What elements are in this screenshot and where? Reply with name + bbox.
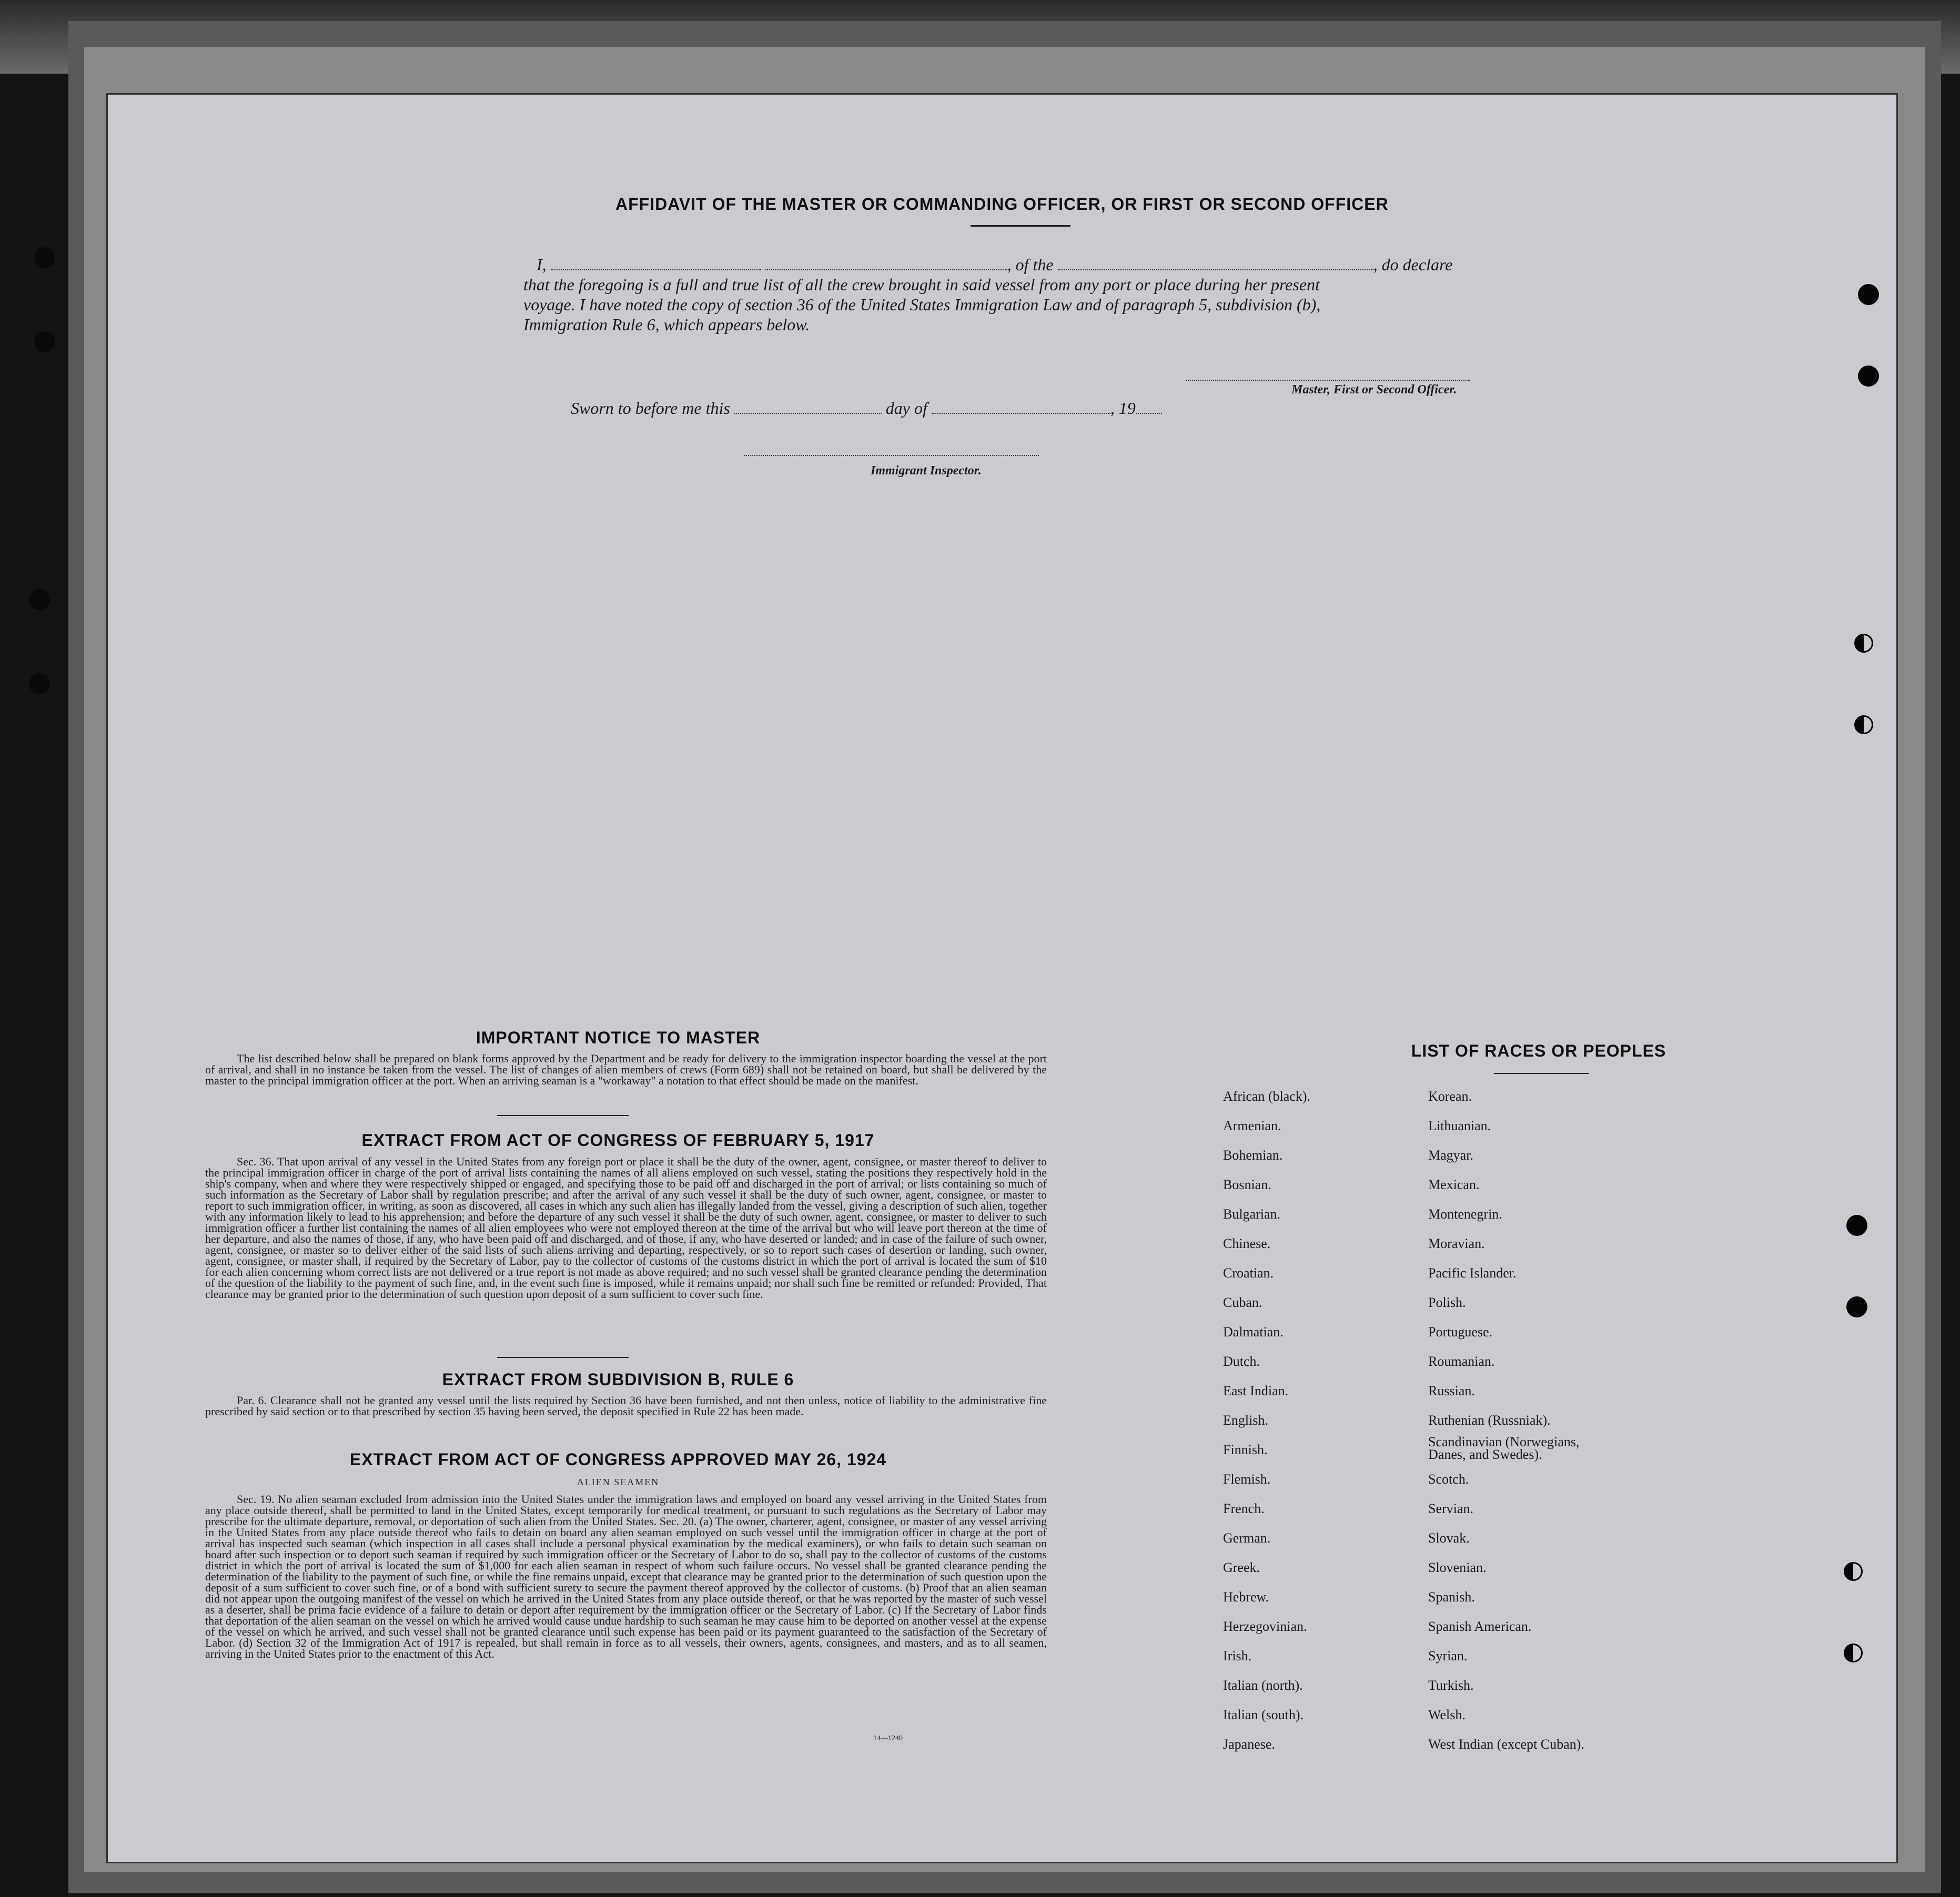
inspector-label: Immigrant Inspector. xyxy=(871,464,982,478)
race-item: Welsh. xyxy=(1428,1707,1466,1722)
extract-rule6-title: EXTRACT FROM SUBDIVISION B, RULE 6 xyxy=(442,1370,794,1389)
race-item: Croatian. xyxy=(1223,1265,1274,1281)
extract-rule6-body: Par. 6. Clearance shall not be granted any vessel until the lists required by Section 36 have been furnished, and not then unless, notice of liability to the administrative fine prescribed by said section or to that prescribed by section 35 having been served, the deposit specified in Rule 22 has been made. xyxy=(205,1394,1047,1418)
punch-hole xyxy=(1854,634,1873,653)
name-blank-2[interactable] xyxy=(765,269,1007,270)
race-item: Moravian. xyxy=(1428,1236,1485,1251)
race-item: Bulgarian. xyxy=(1223,1206,1281,1222)
race-item: Japanese. xyxy=(1223,1737,1275,1752)
race-item: East Indian. xyxy=(1223,1383,1289,1398)
manifest-page xyxy=(108,95,1896,1862)
affidavit-title: AFFIDAVIT OF THE MASTER OR COMMANDING OFFICER, OR FIRST OR SECOND OFFICER xyxy=(615,195,1389,214)
text: Sworn to before me this xyxy=(571,399,730,418)
month-blank[interactable] xyxy=(932,413,1110,414)
race-item: Scandinavian (Norwegians, Danes, and Swedes). xyxy=(1428,1434,1580,1462)
binder-hole xyxy=(29,589,50,610)
race-item: Syrian. xyxy=(1428,1648,1468,1663)
race-item: Spanish. xyxy=(1428,1589,1475,1605)
race-item: Bosnian. xyxy=(1223,1177,1271,1192)
affidavit-line-2: that the foregoing is a full and true list of all the crew brought in said vessel from any port or place during her present xyxy=(523,275,1320,294)
extract-1924-body: Sec. 19. No alien seaman excluded from admission into the United States under the immigration laws and employed on board any vessel arriving in the United States from any place outside thereof, shall be permitted to land in the United States, except temporarily for medical treatment, or pursuant to such regulations as the Secretary of Labor may prescribe for the ultimate departure, removal, or deportation of such alien from the United States. Sec. 20. (a) The owner, charterer, agent, consignee, or master of any vessel arriving in the United States from any place outside thereof who fails to detain on board any alien seaman employed on such vessel until the immigration officer in charge at the port of arrival has inspected such seaman (which inspection in all cases shall include a personal physical examination by the medical examiners), or who fails to detain such seaman on board after such inspection or to deport such seaman if required by such immigration officer or the Secretary of Labor to do so, shall pay to the collector of customs of the customs district in which the port of arrival is located the sum of $1,000 for each alien seaman in respect of whom such failure occurs. No vessel shall be granted clearance pending the determination of the liability to the payment of such fine, or while the fine remains unpaid, except that clearance may be granted prior to the determination of such question upon the deposit of a sum sufficient to cover such fine, or of a bond with sufficient surety to secure the payment thereof approved by the collector of customs. (b) Proof that an alien seaman did not appear upon the outgoing manifest of the vessel on which he arrived in the United States from any place outside thereof, or that he was reported by the master of such vessel as a deserter, shall be prima facie evidence of a failure to detain or deport after requirement by the immigration officer or the Secretary of Labor. (c) If the Secretary of Labor finds that deportation of the alien seaman on the vessel on which he arrived would cause undue hardship to such seaman he may cause him to be deported on another vessel at the expense of the vessel on which he arrived, and such vessel shall not be granted clearance until such expense has been paid or its payment guaranteed to the satisfaction of the Secretary of Labor. (d) Section 32 of the Immigration Act of 1917 is repealed, but shall remain in force as to all vessels, their owners, agents, consignees, and masters, and as to all seamen, arriving in the United States prior to the enactment of this Act. xyxy=(205,1493,1047,1660)
notice-body: The list described below shall be prepared on blank forms approved by the Department and be ready for delivery to the immigration inspector boarding the vessel at the port of arrival, and shall in no instance be taken from the vessel. The list of changes of alien members of crews (Form 689) shall not be retained on board, but shall be delivered by the master to the principal immigration officer at the port. When an arriving seaman is a "workaway" a notation to that effect should be made on the manifest. xyxy=(205,1052,1047,1087)
punch-hole xyxy=(1846,1296,1867,1317)
inspector-signature-line[interactable] xyxy=(744,455,1039,456)
binder-hole xyxy=(34,331,55,352)
divider xyxy=(497,1115,629,1116)
punch-hole xyxy=(1844,1644,1863,1662)
master-signature-line[interactable] xyxy=(1186,380,1470,381)
sworn-line xyxy=(571,399,1162,418)
race-item: English. xyxy=(1223,1413,1268,1428)
race-item: Italian (south). xyxy=(1223,1707,1304,1722)
punch-hole xyxy=(1844,1562,1863,1581)
notice-title: IMPORTANT NOTICE TO MASTER xyxy=(476,1028,761,1047)
affidavit-line-4: Immigration Rule 6, which appears below. xyxy=(523,315,810,334)
race-item: German. xyxy=(1223,1530,1271,1546)
race-item: French. xyxy=(1223,1501,1265,1516)
year-blank[interactable] xyxy=(1136,413,1162,414)
form-number: 14—1240 xyxy=(873,1734,903,1742)
race-item: Magyar. xyxy=(1428,1148,1473,1163)
race-item: Dutch. xyxy=(1223,1354,1260,1369)
punch-hole xyxy=(1846,1215,1867,1236)
race-item: Italian (north). xyxy=(1223,1678,1303,1693)
divider xyxy=(497,1357,629,1358)
race-item: Scotch. xyxy=(1428,1472,1469,1487)
punch-hole xyxy=(1854,715,1873,734)
race-item: Spanish American. xyxy=(1428,1619,1532,1634)
race-item: Hebrew. xyxy=(1223,1589,1269,1605)
text: , do declare xyxy=(1373,255,1453,274)
race-item: Herzegovinian. xyxy=(1223,1619,1307,1634)
extract-1924-title: EXTRACT FROM ACT OF CONGRESS APPROVED MAY 26, 1924 xyxy=(349,1450,887,1469)
extract-1917-title: EXTRACT FROM ACT OF CONGRESS OF FEBRUARY 5, 1917 xyxy=(361,1131,875,1150)
text: I, xyxy=(537,255,547,274)
master-signature-label: Master, First or Second Officer. xyxy=(1291,383,1457,397)
affidavit-line-1 xyxy=(537,255,1452,275)
race-item: Lithuanian. xyxy=(1428,1118,1491,1133)
name-blank[interactable] xyxy=(551,269,761,270)
binder-hole xyxy=(29,673,50,694)
race-item: Bohemian. xyxy=(1223,1148,1283,1163)
race-item: Portuguese. xyxy=(1428,1324,1493,1340)
race-item: Turkish. xyxy=(1428,1678,1474,1693)
punch-hole xyxy=(1858,284,1879,305)
race-item: Cuban. xyxy=(1223,1295,1262,1310)
affidavit-line-3: voyage. I have noted the copy of section 36 of the United States Immigration Law and of paragraph 5, subdivision (b), xyxy=(523,295,1321,314)
vessel-blank[interactable] xyxy=(1058,269,1373,270)
race-item: Polish. xyxy=(1428,1295,1466,1310)
race-item: Dalmatian. xyxy=(1223,1324,1284,1340)
race-item: West Indian (except Cuban). xyxy=(1428,1737,1584,1752)
race-item: Russian. xyxy=(1428,1383,1475,1398)
races-title: LIST OF RACES OR PEOPLES xyxy=(1411,1041,1666,1060)
punch-hole xyxy=(1858,366,1879,387)
race-item: Flemish. xyxy=(1223,1472,1271,1487)
race-item: Ruthenian (Russniak). xyxy=(1428,1413,1551,1428)
day-blank[interactable] xyxy=(734,413,882,414)
race-item: Greek. xyxy=(1223,1560,1260,1575)
race-item: Finnish. xyxy=(1223,1442,1268,1457)
race-item: Roumanian. xyxy=(1428,1354,1495,1369)
binder-hole xyxy=(34,247,55,268)
race-item: Chinese. xyxy=(1223,1236,1271,1251)
text: , of the xyxy=(1007,255,1054,274)
divider xyxy=(1494,1073,1589,1074)
race-item: Korean. xyxy=(1428,1089,1472,1104)
text: , 19 xyxy=(1110,399,1136,418)
race-item: Armenian. xyxy=(1223,1118,1281,1133)
race-item: Irish. xyxy=(1223,1648,1252,1663)
race-item: Pacific Islander. xyxy=(1428,1265,1517,1281)
race-item: African (black). xyxy=(1223,1089,1311,1104)
race-item: Mexican. xyxy=(1428,1177,1480,1192)
text: day of xyxy=(885,399,927,418)
race-item: Slovenian. xyxy=(1428,1560,1487,1575)
extract-1917-body: Sec. 36. That upon arrival of any vessel in the United States from any foreign port or place it shall be the duty of the owner, agent, consignee, or master thereof to deliver to the principal immigration officer in charge of the port of arrival lists containing the names of all aliens employed on such vessel, stating the positions they respectively hold in the ship's company, when and where they were respectively shipped or engaged, and specifying those to be paid off and discharged in the port of arrival; or lists containing so much of such information as the Secretary of Labor shall by regulation prescribe; and after the arrival of any such vessel it shall be the duty of such owner, agent, consignee, or master to report to such immigration officer, in writing, as soon as discovered, all cases in which any such alien has illegally landed from the vessel, giving a description of such alien, together with any information likely to lead to his apprehension; and before the departure of any such vessel it shall be the duty of such owner, agent, consignee, or master to deliver to such immigration officer a further list containing the names of all alien employees who were not employed thereon at the time of the arrival but who will leave port thereon at the time of her departure, and also the names of those, if any, who have been paid off and discharged, and of those, if any, who have deserted or landed; and in case of the failure of such owner, agent, consignee, or master so to deliver either of the said lists of such aliens arriving and departing, respectively, or so to report such cases of desertion or landing, such owner, agent, consignee, or master shall, if required by the Secretary of Labor, pay to the collector of customs of the customs district in which the port of arrival is located the sum of $10 for each alien concerning whom correct lists are not delivered or a true report is not made as above required; and no such vessel shall be granted clearance pending the determination of the question of the liability to the payment of such fine, and, in the event such fine is imposed, while it remains unpaid; nor shall such fine be remitted or refunded: Provided, That clearance may be granted prior to the determination of such question upon deposit of a sum sufficient to cover such fine. xyxy=(205,1155,1047,1301)
race-item: Servian. xyxy=(1428,1501,1473,1516)
extract-1924-subtitle: ALIEN SEAMEN xyxy=(577,1477,660,1487)
race-item: Montenegrin. xyxy=(1428,1206,1502,1222)
divider xyxy=(971,225,1070,227)
race-item: Slovak. xyxy=(1428,1530,1470,1546)
